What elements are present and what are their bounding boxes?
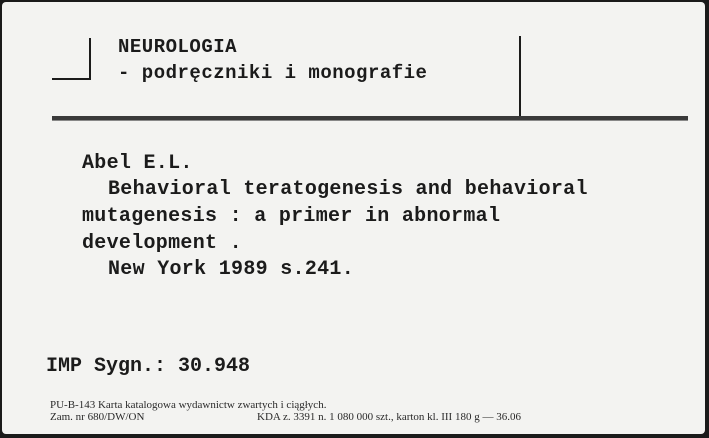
- title-line-3: development .: [82, 232, 242, 255]
- imprint: New York 1989 s.241.: [108, 258, 355, 281]
- author: Abel E.L.: [82, 152, 193, 175]
- footer-print-info: KDA z. 3391 n. 1 080 000 szt., karton kl. III 180 g — 36.06: [257, 411, 521, 423]
- subject-heading: NEUROLOGIA: [118, 36, 238, 58]
- header-divider-horizontal: [52, 116, 688, 121]
- header-bracket-vertical: [89, 38, 91, 80]
- header-bracket-horizontal: [52, 78, 91, 80]
- title-line-1: Behavioral teratogenesis and behavioral: [108, 178, 588, 201]
- title-line-2: mutagenesis : a primer in abnormal: [82, 205, 501, 228]
- footer-form-line: PU-B-143 Karta katalogowa wydawnictw zwartych i ciągłych.: [50, 399, 327, 411]
- footer-order-number: Zam. nr 680/DW/ON: [50, 411, 145, 423]
- header-divider-vertical: [519, 36, 521, 116]
- call-number: IMP Sygn.: 30.948: [46, 355, 251, 378]
- subject-subheading: - podręczniki i monografie: [118, 62, 428, 84]
- catalog-card: [2, 2, 705, 434]
